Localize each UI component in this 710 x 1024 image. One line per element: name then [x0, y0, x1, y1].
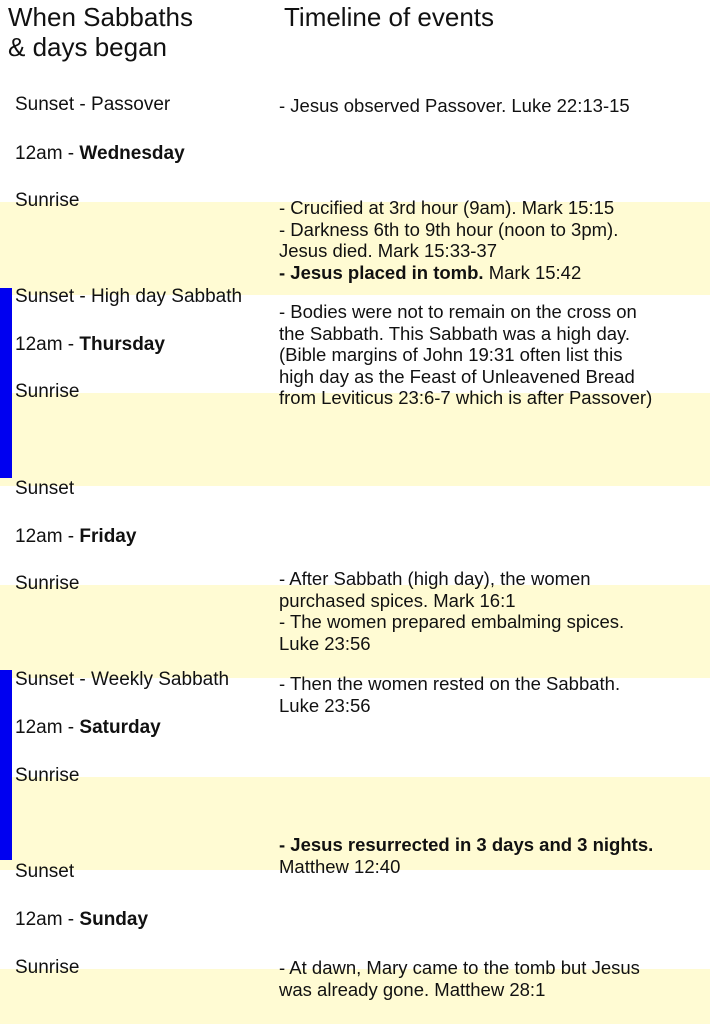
event-bold-text: - Jesus placed in tomb.	[279, 261, 484, 283]
time-label-12am-thursday	[15, 334, 165, 356]
time-label-text: Sunrise	[15, 190, 80, 211]
time-label-text: Sunrise	[15, 381, 80, 402]
time-label-text: Sunrise	[15, 573, 80, 594]
event-line-tomb	[279, 262, 709, 284]
event-line	[279, 834, 709, 856]
event-line: - At dawn, Mary came to the tomb but Jesus	[279, 957, 640, 978]
time-label-12am-sunday	[15, 909, 148, 931]
time-label-text: Sunrise	[15, 765, 80, 786]
event-line: high day as the Feast of Unleavened Bread	[279, 365, 635, 387]
day-name: Saturday	[79, 717, 161, 738]
time-label-text: 12am -	[15, 717, 80, 738]
day-name: Sunday	[79, 909, 149, 930]
event-line: Luke 23:56	[279, 694, 371, 716]
event-line: from Leviticus 23:6-7 which is after Passover)	[279, 387, 653, 408]
time-label-sunrise-friday	[15, 573, 79, 595]
event-line: Jesus died. Mark 15:33-37	[279, 240, 498, 261]
event-line: - Crucified at 3rd hour (9am). Mark 15:15	[279, 197, 615, 218]
high-day-sabbath-bar	[0, 288, 12, 478]
event-passover	[279, 95, 709, 117]
event-line: - Darkness 6th to 9th hour (noon to 3pm).	[279, 218, 619, 240]
time-label-sunset-saturday	[15, 861, 74, 883]
time-label-sunset-passover	[15, 94, 170, 116]
event-line: Luke 23:56	[279, 632, 371, 654]
time-label-text: Sunset	[15, 861, 75, 882]
event-high-day-sabbath	[279, 301, 709, 409]
event-resurrection	[279, 834, 709, 877]
day-name: Friday	[79, 526, 137, 547]
weekly-sabbath-bar	[0, 670, 12, 860]
event-line: purchased spices. Mark 16:1	[279, 589, 516, 611]
event-dawn-tomb	[279, 957, 709, 1000]
event-line: - After Sabbath (high day), the women	[279, 568, 591, 589]
event-line: - Bodies were not to remain on the cross on	[279, 301, 637, 322]
event-line: - The women prepared embalming spices.	[279, 611, 625, 632]
time-label-text: Sunset - Weekly Sabbath	[15, 669, 230, 690]
event-line: the Sabbath. This Sabbath was a high day.	[279, 322, 631, 344]
time-label-sunrise-sunday	[15, 957, 79, 979]
time-label-12am-friday	[15, 526, 136, 548]
event-line: - Jesus observed Passover. Luke 22:13-15	[279, 95, 630, 116]
time-label-sunset-weekly-sabbath	[15, 669, 229, 691]
time-label-sunrise-wednesday	[15, 190, 79, 212]
event-spices	[279, 568, 709, 654]
time-label-sunrise-saturday	[15, 765, 79, 787]
time-label-text: Sunset - High day Sabbath	[15, 286, 243, 307]
time-label-sunset-high-day-sabbath	[15, 286, 242, 308]
time-label-12am-saturday	[15, 717, 161, 739]
day-name: Wednesday	[79, 143, 185, 164]
day-name: Thursday	[79, 334, 165, 355]
time-label-text: Sunrise	[15, 957, 80, 978]
time-label-text: Sunset	[15, 478, 75, 499]
heading-timeline-of-events: Timeline of events	[284, 2, 495, 32]
event-reference: Mark 15:42	[483, 261, 582, 283]
event-line: was already gone. Matthew 28:1	[279, 978, 546, 1000]
event-line: - Then the women rested on the Sabbath.	[279, 673, 621, 694]
time-label-sunset-thursday	[15, 478, 74, 500]
event-crucifixion	[279, 197, 709, 283]
event-bold-text: - Jesus resurrected in 3 days and 3 nights.	[279, 834, 654, 855]
time-label-text: 12am -	[15, 143, 80, 164]
time-label-text: Sunset - Passover	[15, 94, 171, 115]
time-label-sunrise-thursday	[15, 381, 79, 403]
event-line: Matthew 12:40	[279, 855, 401, 877]
time-label-text: 12am -	[15, 334, 80, 355]
time-label-12am-wednesday	[15, 143, 185, 165]
heading-when-sabbaths-began: When Sabbaths & days began	[8, 2, 194, 62]
time-label-text: 12am -	[15, 909, 80, 930]
time-label-text: 12am -	[15, 526, 80, 547]
event-women-rested	[279, 673, 709, 716]
event-line: (Bible margins of John 19:31 often list this	[279, 344, 623, 365]
